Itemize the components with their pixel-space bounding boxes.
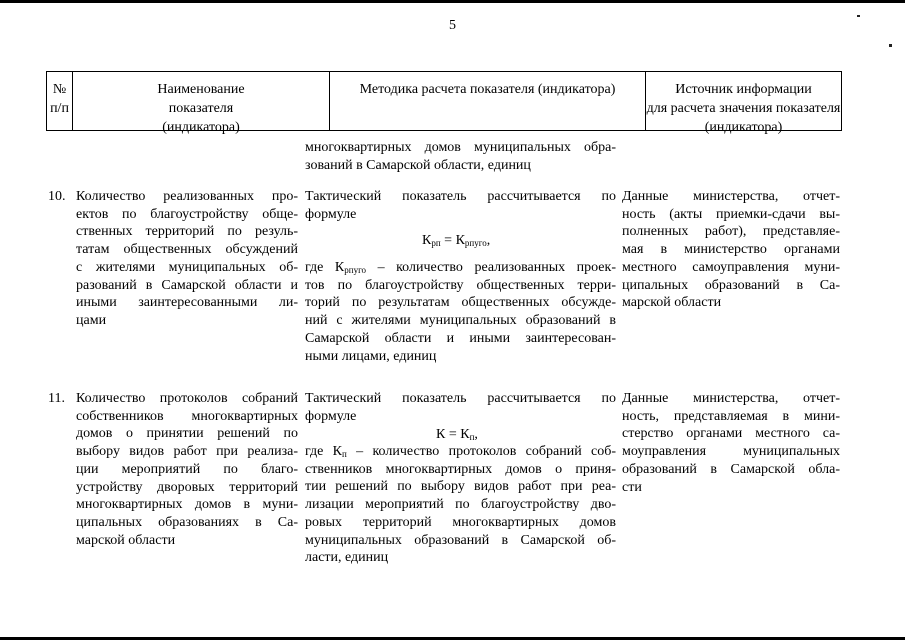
row-10-name: Количество реализованных про- ектов по благоустройству обще- ственных территорий по резуль- татам общественных обсуждений с жителями муниципальных об- разований в Самарской области и иными заинтересованными ли- цами xyxy=(76,189,298,328)
header-col-source: Источник информации для расчета значения показателя (индикатора) xyxy=(646,82,841,135)
continuation-text: многоквартирных домов муниципальных обра- зований в Самарской области, единиц xyxy=(305,140,616,173)
row-10-method-intro: Тактический показатель рассчитывается по формуле xyxy=(305,189,616,222)
row-10-method-definition: где $К_{рпуго}$ – количество реализованных проек- тов по благоустройству общественных терри- торий по результатам общественных обсужде- ний с жителями муниципальных образований в Самарской области и иными заинтересован- ными лицами, единиц xyxy=(305,260,616,364)
row-10-number: 10. xyxy=(48,189,66,204)
row-11-method-intro: Тактический показатель рассчитывается по формуле xyxy=(305,391,616,424)
row-10-source: Данные министерства, отчет- ность (акты приемки-сдачи вы- полненных работ), представляе- мая в министерство органами местного самоуправления муни- ципальных образований в Са- марской области xyxy=(622,189,840,311)
header-col-name: Наименование показателя (индикатора) xyxy=(73,72,330,130)
row-11-source: Данные министерства, отчет- ность, представляемая в мини- стерство органами местного са- моуправления муниципальных образований в Самарской обла- сти xyxy=(622,391,840,495)
row-11-name: Количество протоколов собраний собственников многоквартирных домов о принятии решений по выбору видов работ при реализа- ции мероприятий по благо- устройству дворовых территорий многоквартирных домов в муни- ципальных образованиях в Са- марской области xyxy=(76,391,298,548)
row-11-number: 11. xyxy=(48,391,65,406)
row-11-formula: $К = К_п$, xyxy=(436,427,478,442)
page-top-edge xyxy=(0,0,905,3)
header-col-number: № п/п xyxy=(47,72,73,130)
row-11-method-definition: где $К_п$ – количество протоколов собраний соб- ственников многоквартирных домов о приня- тии решений по выбору видов работ при реа- лизации мероприятий по благоустройству дво- ровых территорий многоквартирных домов муниципальных образований в Самарской об- ласти, единиц xyxy=(305,444,616,566)
row-10-formula: $К_{рп} = К_{рпуго}$, xyxy=(422,233,491,248)
scan-speck xyxy=(857,15,860,17)
page-number: 5 xyxy=(449,18,456,33)
header-col-method: Методика расчета показателя (индикатора) xyxy=(330,72,646,130)
table-header xyxy=(46,71,842,135)
scan-speck xyxy=(889,44,892,47)
